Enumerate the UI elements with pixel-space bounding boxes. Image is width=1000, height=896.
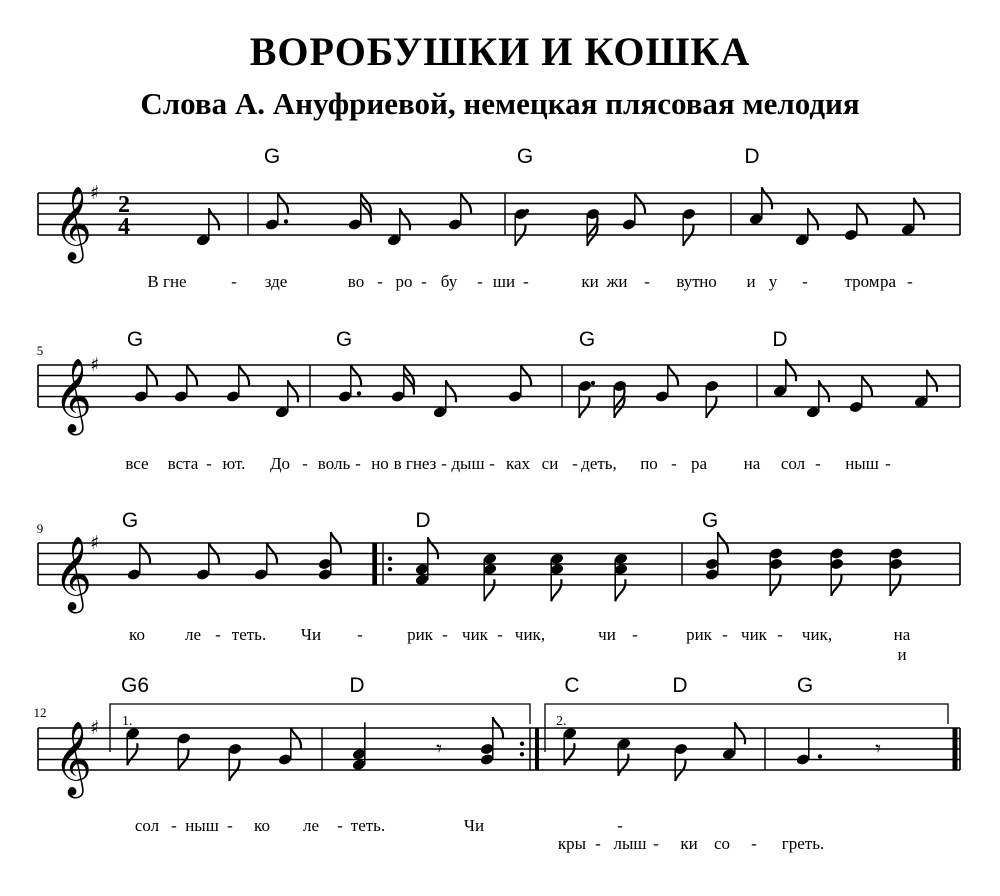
chord-symbol: C — [564, 674, 580, 697]
lyric-syllable: но — [699, 272, 717, 291]
lyric-syllable: на — [743, 454, 761, 473]
lyric-hyphen: - — [227, 816, 233, 835]
note — [613, 380, 628, 418]
lyric-syllable: дыш — [451, 454, 485, 473]
lyric-hyphen: - — [497, 625, 503, 644]
lyric-syllable: со — [713, 834, 731, 853]
note-flag — [914, 198, 924, 220]
treble-clef-icon: 𝄞 — [54, 359, 92, 433]
chord-symbol: G — [126, 328, 144, 351]
lyric-hyphen: - — [215, 625, 221, 644]
lyric-syllable: ки — [581, 272, 599, 291]
lyric-hyphen: - — [617, 816, 623, 835]
lyric-syllable: жи — [606, 272, 628, 291]
lyric-hyphen: - — [489, 454, 495, 473]
note-flag — [615, 579, 625, 601]
note — [415, 537, 438, 586]
lyric-hyphen: - — [632, 625, 638, 644]
time-signature-denominator: 4 — [118, 214, 130, 240]
song-subtitle: Слова А. Ануфриевой, немецкая плясовая мелодия — [140, 86, 860, 121]
note — [830, 547, 845, 596]
lyric-hyphen: - — [377, 272, 383, 291]
chord-symbol: G — [121, 509, 139, 532]
lyric-hyphen: - — [355, 454, 361, 473]
lyric-hyphen: - — [751, 834, 757, 853]
lyric-syllable: ныш — [185, 816, 219, 835]
lyric-syllable: ко — [254, 816, 270, 835]
note-flag — [808, 208, 818, 230]
lyric-syllable: ра — [879, 272, 897, 291]
lyric-syllable: рик — [407, 625, 433, 644]
chord-symbol: D — [415, 509, 431, 532]
lyric-syllable: ле — [302, 816, 320, 835]
lyric-hyphen: - — [337, 816, 343, 835]
lyric-hyphen: - — [441, 454, 447, 473]
note — [674, 743, 689, 781]
note — [705, 380, 720, 418]
note — [796, 728, 811, 766]
lyric-hyphen: - — [722, 625, 728, 644]
augmentation-dot — [284, 219, 288, 223]
lyric-syllable: деть, — [581, 454, 617, 473]
lyric-hyphen: - — [885, 454, 891, 473]
lyric-syllable: вста — [167, 454, 199, 473]
chord-symbol: G — [701, 509, 719, 532]
chord-symbol: G — [263, 145, 281, 168]
lyric-syllable: ле — [184, 625, 202, 644]
lyric-hyphen: - — [442, 625, 448, 644]
lyric-syllable: кры — [557, 834, 587, 853]
note — [177, 732, 192, 770]
eighth-rest-icon: 𝄾 — [436, 737, 442, 762]
staff-system-4 — [38, 717, 960, 799]
lyric-syllable: и — [746, 272, 756, 291]
repeat-dot — [388, 557, 392, 561]
lyric-hyphen: - — [572, 454, 578, 473]
chord-symbol: G — [516, 145, 534, 168]
note — [483, 552, 498, 601]
lyric-syllable: лыш — [613, 834, 647, 853]
lyric-syllable: чик, — [801, 625, 833, 644]
note-flag — [446, 380, 456, 402]
lyric-syllable: ши — [492, 272, 516, 291]
repeat-dot — [388, 567, 392, 571]
lyric-syllable: ра — [690, 454, 708, 473]
lyric-hyphen: - — [231, 272, 237, 291]
chord-symbol: G6 — [120, 674, 150, 697]
augmentation-dot — [591, 381, 595, 385]
lyric-syllable: чик — [462, 625, 488, 644]
lyric-syllable: В гне — [147, 272, 187, 291]
note — [228, 743, 243, 781]
note-flag — [428, 537, 438, 559]
note-flag — [564, 743, 574, 765]
chord-symbol: D — [349, 674, 365, 697]
lyric-hyphen: - — [907, 272, 913, 291]
note-flag — [551, 579, 561, 601]
lyric-syllable: и — [897, 645, 907, 664]
augmentation-dot — [357, 391, 361, 395]
lyric-syllable: по — [640, 454, 658, 473]
staff-system-1 — [38, 182, 960, 264]
note — [769, 547, 784, 596]
eighth-rest-icon: 𝄾 — [875, 737, 881, 762]
measure-number: 5 — [36, 343, 44, 358]
key-signature: ♯ — [90, 182, 100, 204]
augmentation-dot — [525, 209, 529, 213]
measure-number: 9 — [36, 521, 44, 536]
lyric-syllable: у — [768, 272, 778, 291]
lyric-syllable: ки — [680, 834, 698, 853]
lyric-syllable: ро — [395, 272, 413, 291]
chord-symbol: D — [772, 328, 788, 351]
note — [578, 380, 593, 418]
lyric-hyphen: - — [357, 625, 363, 644]
note-flag — [484, 579, 494, 601]
lyric-syllable: си — [541, 454, 559, 473]
lyric-syllable: греть. — [781, 834, 825, 853]
treble-clef-icon: 𝄞 — [54, 722, 92, 796]
time-signature-numerator: 2 — [118, 192, 130, 218]
song-title: ВОРОБУШКИ И КОШКА — [249, 29, 751, 74]
lyric-syllable: рик — [686, 625, 712, 644]
note-flag — [127, 743, 137, 765]
volta-label: 2. — [556, 714, 567, 729]
lyric-syllable: ют. — [222, 454, 246, 473]
note — [889, 547, 904, 596]
lyric-syllable: чик — [741, 625, 767, 644]
lyric-hyphen: - — [206, 454, 212, 473]
treble-clef-icon: 𝄞 — [54, 187, 92, 261]
lyric-syllable: зде — [264, 272, 288, 291]
augmentation-dot — [818, 754, 822, 758]
lyric-hyphen: - — [644, 272, 650, 291]
note — [550, 552, 565, 601]
lyric-syllable: вут — [676, 272, 700, 291]
volta-label: 1. — [122, 714, 133, 729]
lyric-syllable: в гнез — [393, 454, 437, 473]
chord-symbol: G — [796, 674, 814, 697]
lyric-syllable: воль — [317, 454, 351, 473]
lyric-hyphen: - — [815, 454, 821, 473]
lyric-syllable: Чи — [463, 816, 485, 835]
note — [318, 532, 341, 581]
note-flag — [762, 187, 772, 209]
lyric-hyphen: - — [523, 272, 529, 291]
note — [705, 532, 728, 581]
lyric-hyphen: - — [477, 272, 483, 291]
note-flag — [786, 359, 796, 381]
lyric-syllable: чик, — [514, 625, 546, 644]
note-flag — [288, 380, 298, 402]
key-signature: ♯ — [90, 532, 100, 554]
note — [352, 722, 367, 771]
lyric-hyphen: - — [802, 272, 808, 291]
measure-number: 12 — [33, 705, 47, 720]
lyric-hyphen: - — [671, 454, 677, 473]
lyric-syllable: теть. — [350, 816, 386, 835]
lyric-syllable: чи — [598, 625, 616, 644]
repeat-dot — [520, 752, 524, 756]
lyric-syllable: во — [347, 272, 365, 291]
lyric-syllable: но — [371, 454, 389, 473]
repeat-dot — [520, 742, 524, 746]
note-flag — [400, 208, 410, 230]
lyric-hyphen: - — [421, 272, 427, 291]
lyric-syllable: тром — [844, 272, 880, 291]
lyric-syllable: бу — [440, 272, 458, 291]
chord-symbol: G — [578, 328, 596, 351]
note-flag — [819, 380, 829, 402]
staff-system-3 — [38, 532, 960, 614]
note — [586, 208, 601, 246]
note-flag — [927, 370, 937, 392]
note-flag — [735, 722, 745, 744]
lyric-hyphen: - — [653, 834, 659, 853]
lyric-syllable: ках — [505, 454, 531, 473]
note — [614, 552, 629, 601]
note-flag — [618, 754, 628, 776]
note — [480, 717, 503, 766]
lyric-hyphen: - — [595, 834, 601, 853]
lyric-syllable: ко — [129, 625, 145, 644]
lyric-syllable: До — [269, 454, 291, 473]
lyric-syllable: сол — [134, 816, 160, 835]
chord-symbol: G — [335, 328, 353, 351]
note — [514, 208, 529, 246]
key-signature: ♯ — [90, 717, 100, 739]
chord-symbol: D — [672, 674, 688, 697]
lyric-syllable: на — [893, 625, 911, 644]
note — [682, 208, 697, 246]
lyric-hyphen: - — [777, 625, 783, 644]
key-signature: ♯ — [90, 354, 100, 376]
lyric-syllable: ныш — [845, 454, 879, 473]
lyric-syllable: Чи — [300, 625, 322, 644]
lyric-syllable: сол — [780, 454, 806, 473]
lyric-syllable: все — [125, 454, 149, 473]
treble-clef-icon: 𝄞 — [54, 537, 92, 611]
lyric-hyphen: - — [171, 816, 177, 835]
lyric-hyphen: - — [302, 454, 308, 473]
chord-symbol: D — [744, 145, 760, 168]
note-flag — [209, 208, 219, 230]
lyric-syllable: теть. — [231, 625, 267, 644]
